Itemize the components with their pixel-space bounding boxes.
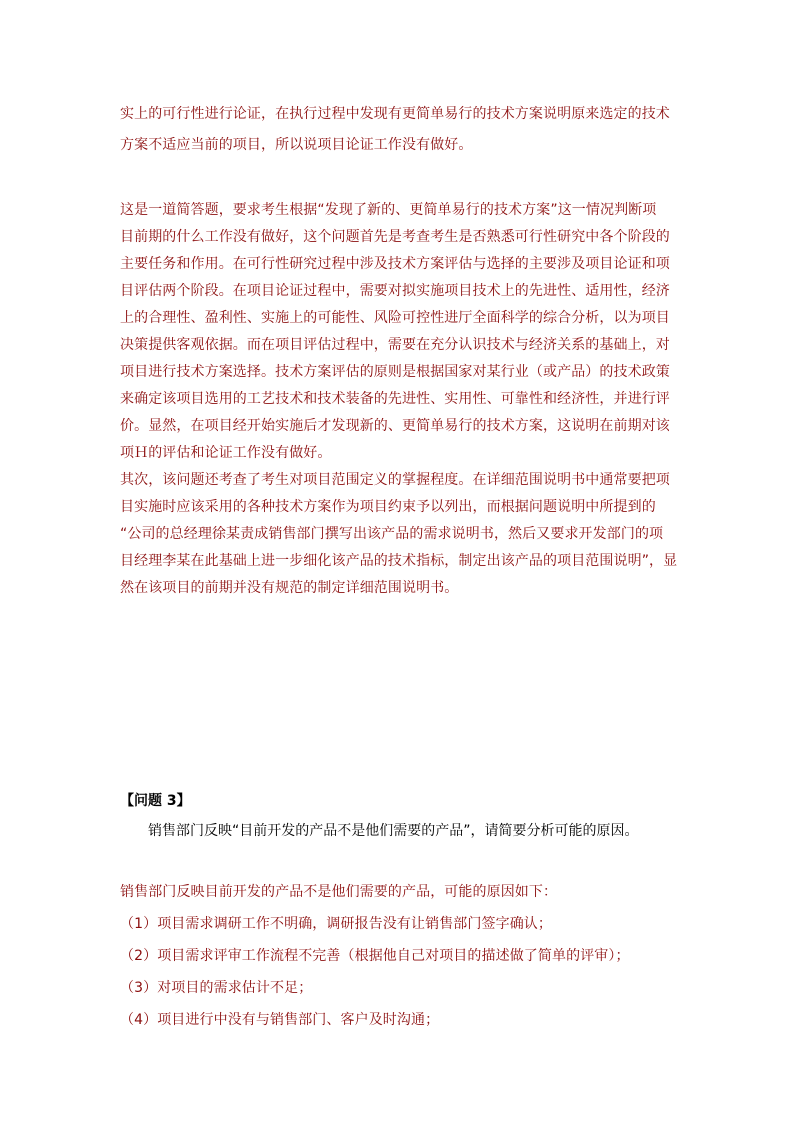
answer-line: 方案不适应当前的项目，所以说项目论证工作没有做好。: [120, 137, 473, 153]
answer-line: 目经理李某在此基础上进一步细化该产品的技术指标，制定出该产品的项目范围说明”，显: [120, 553, 678, 569]
answer-line: 来确定该项目选用的工艺技术和技术装备的先进性、实用性、可靠性和经济性，并进行评: [120, 391, 670, 407]
question-heading: 【问题 3】: [120, 793, 191, 809]
answer-line: “公司的总经理徐某责成销售部门撰写出该产品的需求说明书，然后又要求开发部门的项: [120, 526, 664, 542]
answer-line: 决策提供客观依据。而在项目评估过程中，需要在充分认识技术与经济关系的基础上，对: [120, 337, 670, 353]
answer-line: 目评估两个阶段。在项目论证过程中，需要对拟实施项目技术上的先进性、适用性，经济: [120, 283, 670, 299]
answer-list-item: （4）项目进行中没有与销售部门、客户及时沟通；: [120, 1012, 440, 1028]
answer-line: 价。显然，在项目经开始实施后才发现新的、更简单易行的技术方案，这说明在前期对该: [120, 418, 670, 434]
answer-line: 上的合理性、盈利性、实施上的可能性、风险可控性进厅全面科学的综合分析，以为项目: [120, 310, 670, 326]
answer-line: 项Ｈ的评估和论证工作没有做好。: [120, 445, 332, 461]
answer-line: 项目进行技术方案选择。技术方案评估的原则是根据国家对某行业（或产品）的技术政策: [120, 364, 670, 380]
answer-line: 然在该项目的前期并没有规范的制定详细范围说明书。: [120, 580, 459, 596]
answer-list-item: （2）项目需求评审工作流程不完善（根据他自己对项目的描述做了简单的评审）；: [120, 948, 630, 964]
answer-intro: 销售部门反映目前开发的产品不是他们需要的产品，可能的原因如下：: [120, 884, 558, 900]
answer-list-item: （1）项目需求调研工作不明确，调研报告没有让销售部门签字确认；: [120, 916, 553, 932]
answer-line: 主要任务和作用。在可行性研究过程中涉及技术方案评估与选择的主要涉及项目论证和项: [120, 256, 670, 272]
question-text: 销售部门反映“目前开发的产品不是他们需要的产品”，请简要分析可能的原因。: [148, 823, 639, 839]
answer-line: 目实施时应该采用的各种技术方案作为项目约束予以列出，而根据问题说明中所提到的: [120, 499, 656, 515]
answer-line: 目前期的什么工作没有做好，这个问题首先是考查考生是否熟悉可行性研究中各个阶段的: [120, 229, 670, 245]
answer-line: 其次，该问题还考查了考生对项目范围定义的掌握程度。在详细范围说明书中通常要把项: [120, 472, 670, 488]
answer-line: 这是一道简答题，要求考生根据“发现了新的、更简单易行的技术方案”这一情况判断项: [120, 202, 657, 218]
answer-line: 实上的可行性进行论证，在执行过程中发现有更简单易行的技术方案说明原来选定的技术: [120, 106, 670, 122]
answer-list-item: （3）对项目的需求估计不足；: [120, 980, 313, 996]
